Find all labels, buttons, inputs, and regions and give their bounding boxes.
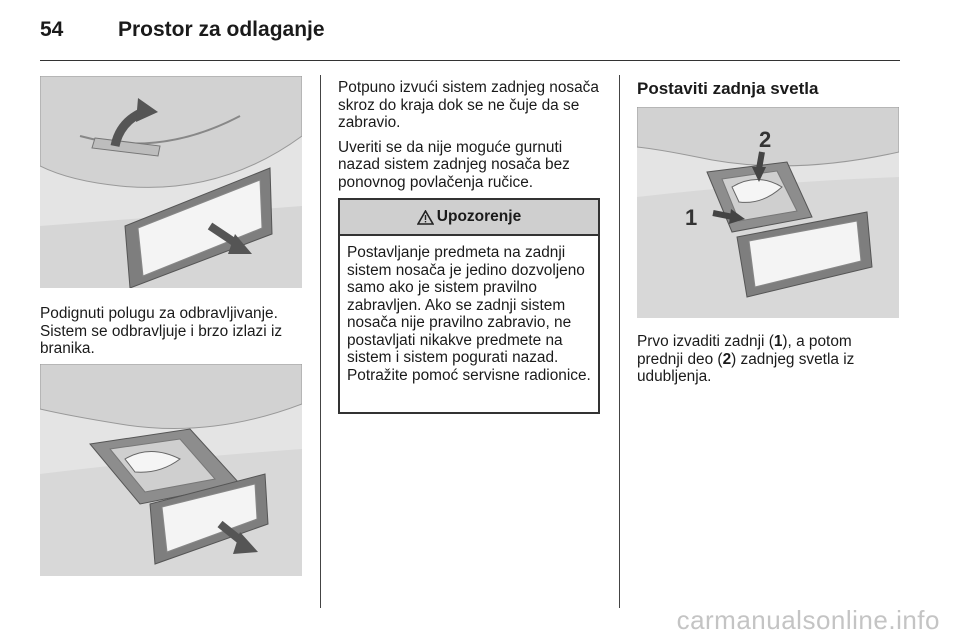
caption-text: Prvo izvaditi zadnji ( (637, 333, 774, 350)
figure-release-lever (40, 76, 302, 288)
page-header (40, 18, 325, 42)
caption-ref-2: 2 (722, 350, 732, 368)
warning-box (338, 198, 600, 414)
figure-label-1: 1 (685, 205, 698, 230)
paragraph-extend: Potpuno izvući sistem zadnjeg nosača skroz do kraja dok se ne čuje da se zabravio. (338, 79, 599, 131)
caption-rear-lights (637, 333, 887, 386)
header-rule (40, 60, 900, 61)
warning-body: Postavljanje predmeta na zadnji sistem nosača je jedino dozvoljeno samo ako je sistem pravilno zabravljen. Ako se zadnji sistem nosača nije pravilno zabravio, ne postavljati nikakve predmete na sistem i sistem pogurati nazad. Potražite pomoć servisne radionice. (347, 244, 591, 384)
caption-text: ) zadnjeg svetla iz udubljenja. (637, 350, 855, 385)
column-divider-1 (320, 75, 321, 608)
caption-release: Podignuti polugu za odbravljivanje. Sistem se odbravljuje i brzo izlazi iz branika. (40, 305, 283, 357)
warning-title: Upozorenje (436, 208, 522, 225)
figure-rear-lights (637, 107, 899, 318)
section-heading: Postaviti zadnja svetla (637, 79, 819, 98)
page-title: Prostor za odlaganje (118, 18, 325, 41)
column-divider-2 (619, 75, 620, 608)
page-number: 54 (40, 18, 64, 41)
watermark: carmanualsonline.info (676, 605, 940, 635)
figure-carrier-extended (40, 364, 302, 576)
caption-text: ), a potom prednji deo ( (637, 333, 852, 368)
column-2-text (338, 79, 608, 198)
caption-ref-1: 1 (773, 333, 783, 350)
warning-triangle-icon (417, 210, 434, 225)
paragraph-check: Uveriti se da nije moguće gurnuti nazad sistem zadnjeg nosača bez ponovnog povlačenja ručice. (338, 138, 570, 191)
figure-label-2: 2 (759, 127, 772, 152)
warning-header (340, 200, 598, 236)
